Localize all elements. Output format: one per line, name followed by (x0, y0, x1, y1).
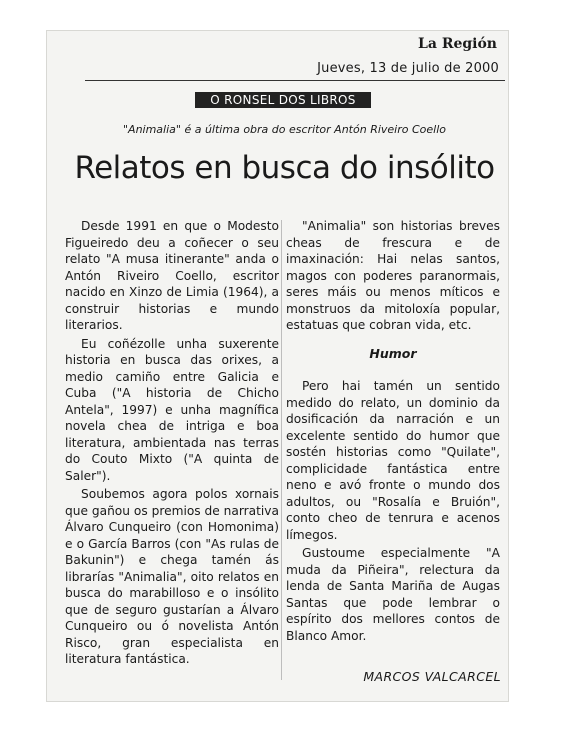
author-byline: MARCOS VALCARCEL (363, 669, 501, 684)
paragraph: Gustoume especialmente "A muda da Piñeira", relectura da lenda de Santa Mariña de Augas Santas que pode lembrar o espírito dos mellores contos de Blanco Amor. (286, 546, 500, 643)
article-column-left (65, 218, 279, 670)
column-divider (281, 220, 282, 680)
article-kicker: "Animalia" é a última obra do escritor Antón Riveiro Coello (122, 123, 446, 136)
section-title: O RONSEL DOS LIBROS (195, 92, 371, 108)
subheading: Humor (369, 345, 417, 361)
paragraph: Pero hai tamén un sentido medido do relato, un dominio da dosificación da narración e un excelente sentido do humor que sostén historias como "Quilate", complicidade fantástica entre neno e avó fronte o mundo dos adultos, ou "Rosalía e Bruión", conto cheo de tenrura e acenos límegos. (286, 379, 500, 542)
paragraph: Desde 1991 en que o Modesto Figueiredo deu a coñecer o seu relato "A musa itinerante" anda o Antón Riveiro Coello, escritor nacido en Xinzo de Limia (1964), a construir historias e mundo literarios. (65, 219, 279, 332)
article-headline: Relatos en busca do insólito (74, 150, 495, 186)
article-column-right (286, 218, 500, 646)
paragraph: "Animalia" son historias breves cheas de frescura e de imaxinación: Hai nelas santos, magos con poderes paranormais, seres máis ou menos míticos e monstruos da mitoloxía popular, estatuas que cobran vida, etc. (286, 219, 500, 332)
top-rule (85, 80, 505, 81)
paragraph: Eu coñézolle unha suxerente historia en busca das orixes, a medio camiño entre Galicia e Cuba ("A historia de Chicho Antela", 1997) e unha magnífica novela chea de intriga e boa literatura, ambientada nas terras do Couto Mixto ("A quinta de Saler"). (65, 336, 279, 483)
publication-date: Jueves, 13 de julio de 2000 (317, 61, 499, 76)
newspaper-name: La Región (418, 36, 497, 52)
paragraph: Soubemos agora polos xornais que gañou os premios de narrativa Álvaro Cunqueiro (con Homonima) e o García Barros (con "As rulas de Bakunin") e chega tamén ás librarías "Animalia", oito relatos en busca do marabilloso e o insólito que de seguro gustarían a Álvaro Cunqueiro ou ó novelista Antón Risco, gran especialista en literatura fantástica. (65, 487, 279, 666)
